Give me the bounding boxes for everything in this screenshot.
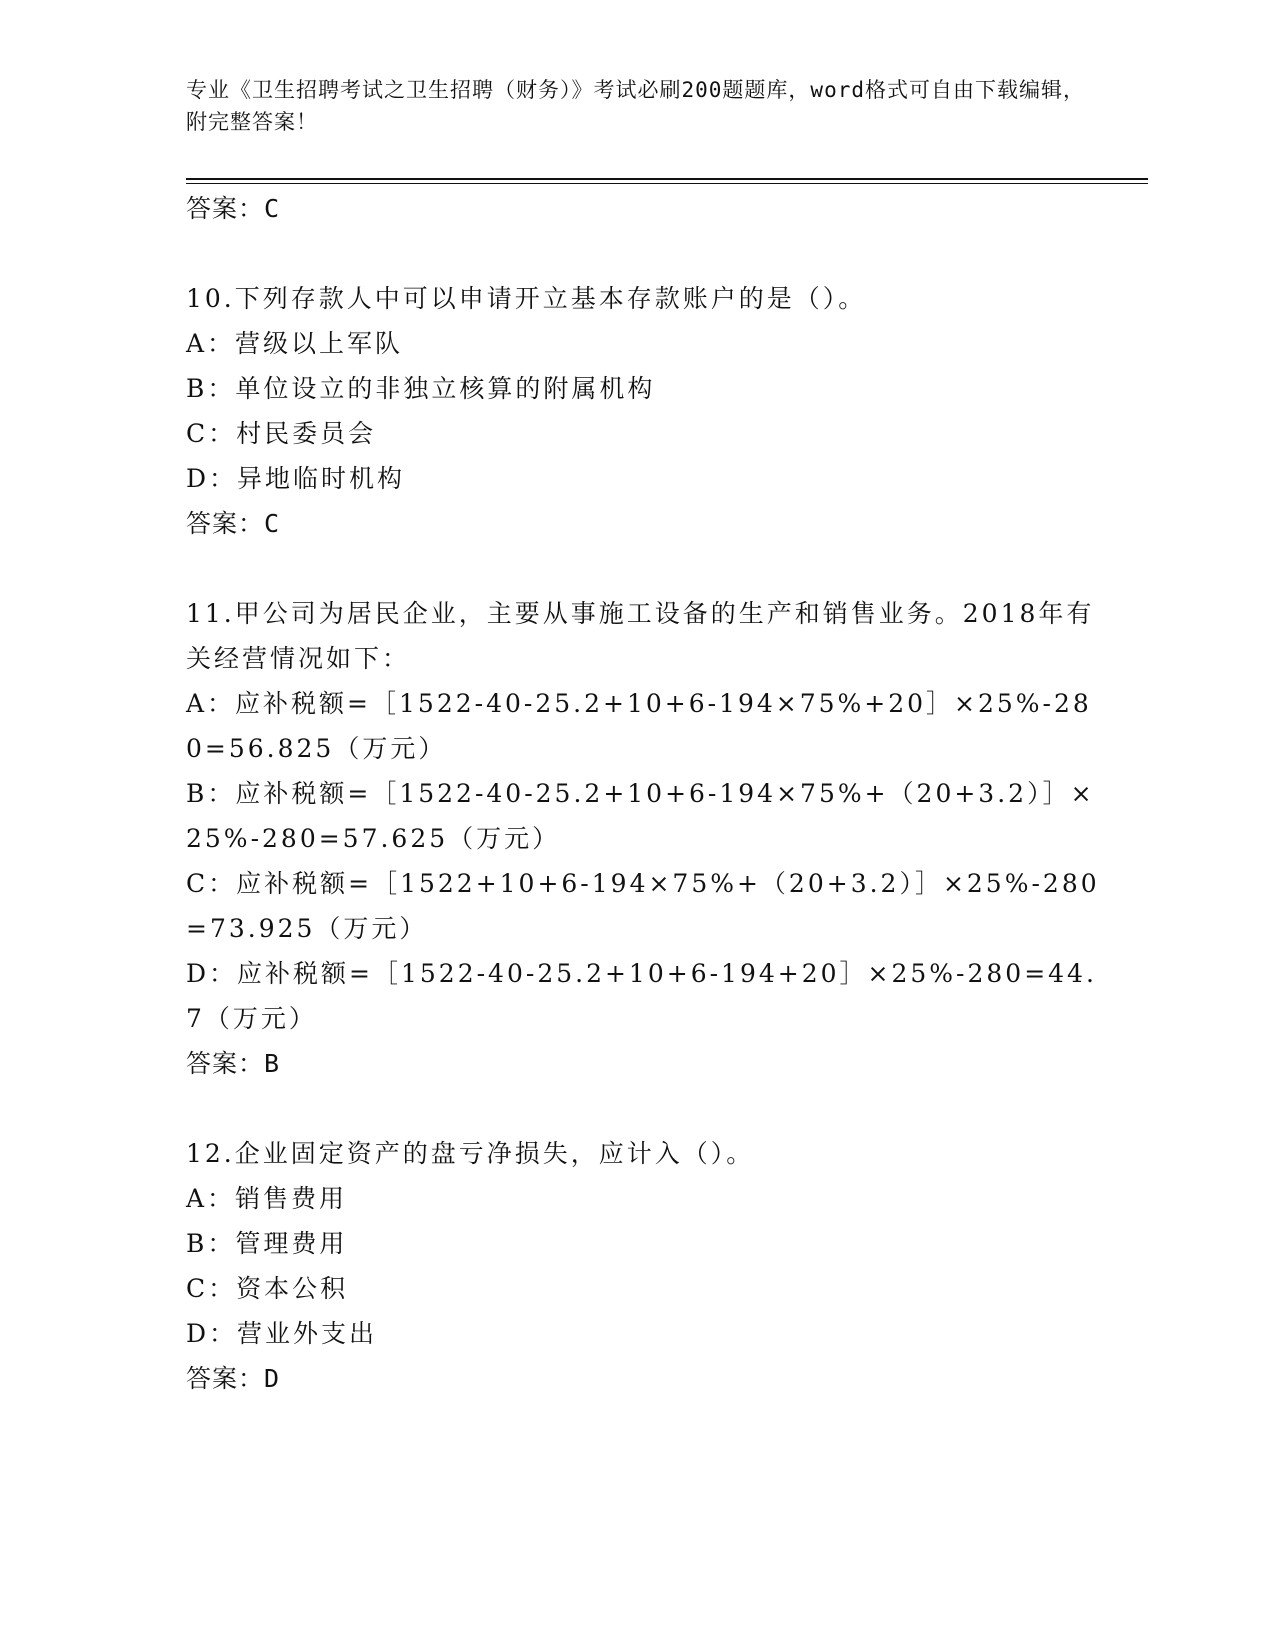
question-stem: 11.甲公司为居民企业，主要从事施工设备的生产和销售业务。2018年有关经营情况如下： <box>186 599 1095 673</box>
answer-line: 答案：C <box>186 509 281 538</box>
question-10 <box>186 276 1106 546</box>
question-content <box>186 186 1106 1401</box>
option-d: D：应补税额=［1522-40-25.2+10+6-194+20］×25%-280=44.7（万元） <box>186 959 1097 1033</box>
option-a: A：应补税额=［1522-40-25.2+10+6-194×75%+20］×25%-280=56.825（万元） <box>186 689 1092 763</box>
option-c: C：资本公积 <box>186 1274 349 1303</box>
option-a: A：营级以上军队 <box>186 329 404 358</box>
spacer <box>186 546 1106 591</box>
option-c: C：应补税额=［1522+10+6-194×75%+（20+3.2）］×25%-280=73.925（万元） <box>186 869 1100 943</box>
spacer <box>186 231 1106 276</box>
question-stem: 10.下列存款人中可以申请开立基本存款账户的是（）。 <box>186 284 867 313</box>
spacer <box>186 1086 1106 1131</box>
option-c: C：村民委员会 <box>186 419 377 448</box>
option-b: B：单位设立的非独立核算的附属机构 <box>186 374 656 403</box>
option-d: D：异地临时机构 <box>186 464 406 493</box>
header-rule-thick <box>186 178 1148 180</box>
answer-line: 答案：B <box>186 1049 281 1078</box>
question-stem: 12.企业固定资产的盘亏净损失，应计入（）。 <box>186 1139 755 1168</box>
answer-line: 答案：D <box>186 1364 281 1393</box>
option-a: A：销售费用 <box>186 1184 348 1213</box>
option-b: B：应补税额=［1522-40-25.2+10+6-194×75%+（20+3.2）］×25%-280=57.625（万元） <box>186 779 1095 853</box>
answer-line: 答案：C <box>186 194 281 223</box>
option-b: B：管理费用 <box>186 1229 348 1258</box>
question-11 <box>186 591 1106 1086</box>
header-rule-thin <box>186 183 1148 184</box>
option-d: D：营业外支出 <box>186 1319 378 1348</box>
header-intro: 专业《卫生招聘考试之卫生招聘（财务）》考试必刷200题题库，word格式可自由下载编辑，附完整答案！ <box>186 78 1085 134</box>
question-12 <box>186 1131 1106 1401</box>
